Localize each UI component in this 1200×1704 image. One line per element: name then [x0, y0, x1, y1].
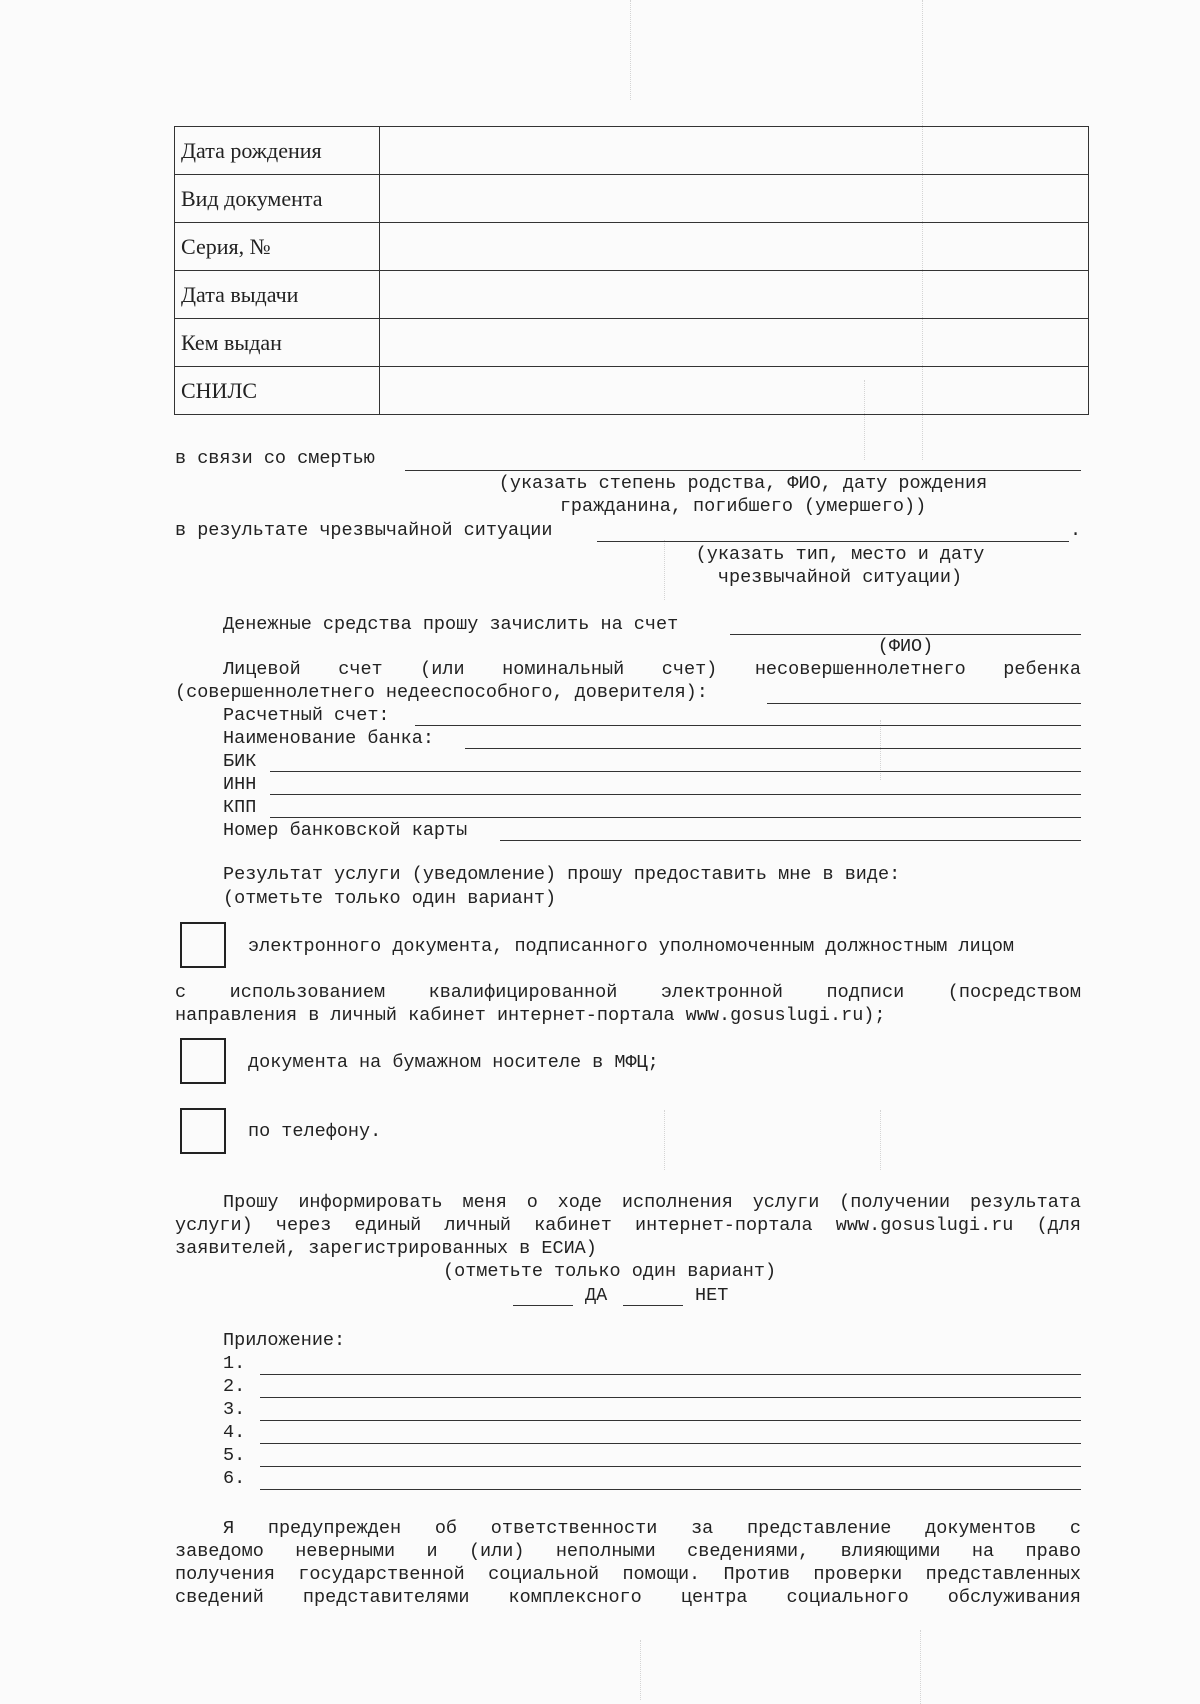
attachment-line[interactable]	[260, 1489, 1081, 1490]
option-paper-document-text: документа на бумажном носителе в МФЦ;	[248, 1052, 659, 1073]
no-fill-line[interactable]	[623, 1305, 683, 1306]
inform-line-1: Прошу информировать меня о ходе исполнения услуги (получении результата	[223, 1192, 1081, 1213]
field-bik-line[interactable]	[270, 771, 1081, 772]
yes-label: ДА	[585, 1285, 608, 1306]
payment-intro: Денежные средства прошу зачислить на счет	[223, 614, 679, 635]
emergency-period: .	[1070, 520, 1082, 541]
result-note: (отметьте только один вариант)	[223, 888, 557, 909]
table-row	[175, 175, 1089, 223]
field-bank-name-label: Наименование банка:	[223, 728, 434, 749]
attachment-line[interactable]	[260, 1420, 1081, 1421]
attachment-line[interactable]	[260, 1443, 1081, 1444]
emergency-hint-2: чрезвычайной ситуации)	[717, 567, 963, 588]
option-phone-text: по телефону.	[248, 1121, 382, 1142]
row-value-birth-date[interactable]	[380, 127, 1089, 175]
attachment-number: 3.	[223, 1399, 246, 1420]
no-label: НЕТ	[695, 1285, 729, 1306]
attachments-title: Приложение:	[223, 1330, 346, 1351]
checkbox-phone[interactable]	[180, 1108, 226, 1154]
attachment-line[interactable]	[260, 1374, 1081, 1375]
table-row	[175, 319, 1089, 367]
option-electronic-document-text-2: с использованием квалифицированной электронной подписи (посредством	[175, 982, 1081, 1003]
death-fill-line[interactable]	[405, 470, 1081, 471]
attachment-line[interactable]	[260, 1397, 1081, 1398]
row-label-series-number: Серия, №	[175, 223, 380, 271]
table-row	[175, 223, 1089, 271]
warning-line-1: Я предупрежден об ответственности за представление документов с	[223, 1518, 1081, 1539]
row-value-snils[interactable]	[380, 367, 1089, 415]
payment-fio-hint: (ФИО)	[877, 636, 934, 657]
inform-note: (отметьте только один вариант)	[443, 1261, 777, 1282]
field-bik-label: БИК	[223, 751, 257, 772]
table-row	[175, 367, 1089, 415]
inform-line-2: услуги) через единый личный кабинет интернет-портала www.gosuslugi.ru (для	[175, 1215, 1081, 1236]
death-hint-2: гражданина, погибшего (умершего))	[559, 496, 927, 517]
row-label-issued-by: Кем выдан	[175, 319, 380, 367]
field-kpp-label: КПП	[223, 797, 257, 818]
table-row	[175, 271, 1089, 319]
checkbox-electronic-document[interactable]	[180, 922, 226, 968]
inform-line-3: заявителей, зарегистрированных в ЕСИА)	[175, 1238, 597, 1259]
account-line-1: Лицевой счет (или номинальный счет) несовершеннолетнего ребенка	[223, 659, 1081, 680]
row-label-document-type: Вид документа	[175, 175, 380, 223]
field-card-number-label: Номер банковской карты	[223, 820, 468, 841]
warning-line-4: сведений представителями комплексного центра социального обслуживания	[175, 1587, 1081, 1608]
account-line-2: (совершеннолетнего недееспособного, доверителя):	[175, 682, 708, 703]
death-label: в связи со смертью	[175, 448, 375, 469]
field-settlement-account-label: Расчетный счет:	[223, 705, 390, 726]
attachment-number: 5.	[223, 1445, 246, 1466]
emergency-label: в результате чрезвычайной ситуации	[175, 520, 553, 541]
attachment-number: 4.	[223, 1422, 246, 1443]
death-hint-1: (указать степень родства, ФИО, дату рождения	[498, 473, 988, 494]
attachment-number: 6.	[223, 1468, 246, 1489]
payment-fio-line[interactable]	[730, 634, 1081, 635]
row-label-snils: СНИЛС	[175, 367, 380, 415]
applicant-info-table	[174, 126, 1089, 415]
table-row	[175, 127, 1089, 175]
row-label-issue-date: Дата выдачи	[175, 271, 380, 319]
warning-line-3: получения государственной социальной помощи. Против проверки представленных	[175, 1564, 1081, 1585]
attachment-line[interactable]	[260, 1466, 1081, 1467]
field-inn-line[interactable]	[270, 794, 1081, 795]
emergency-fill-line[interactable]	[597, 541, 1069, 542]
emergency-hint-1: (указать тип, место и дату	[695, 544, 985, 565]
option-electronic-document-text-3: направления в личный кабинет интернет-портала www.gosuslugi.ru);	[175, 1005, 886, 1026]
attachment-number: 2.	[223, 1376, 246, 1397]
checkbox-paper-document[interactable]	[180, 1038, 226, 1084]
field-kpp-line[interactable]	[270, 817, 1081, 818]
field-inn-label: ИНН	[223, 774, 257, 795]
warning-line-2: заведомо неверными и (или) неполными сведениями, влияющими на право	[175, 1541, 1081, 1562]
account-fill-line[interactable]	[767, 703, 1081, 704]
row-value-issue-date[interactable]	[380, 271, 1089, 319]
attachment-number: 1.	[223, 1353, 246, 1374]
field-card-number-line[interactable]	[500, 840, 1081, 841]
row-value-series-number[interactable]	[380, 223, 1089, 271]
field-settlement-account-line[interactable]	[415, 725, 1081, 726]
field-bank-name-line[interactable]	[465, 748, 1081, 749]
row-label-birth-date: Дата рождения	[175, 127, 380, 175]
option-electronic-document-text: электронного документа, подписанного уполномоченным должностным лицом	[248, 936, 1015, 957]
result-intro: Результат услуги (уведомление) прошу предоставить мне в виде:	[223, 864, 901, 885]
yes-fill-line[interactable]	[513, 1305, 573, 1306]
row-value-issued-by[interactable]	[380, 319, 1089, 367]
row-value-document-type[interactable]	[380, 175, 1089, 223]
